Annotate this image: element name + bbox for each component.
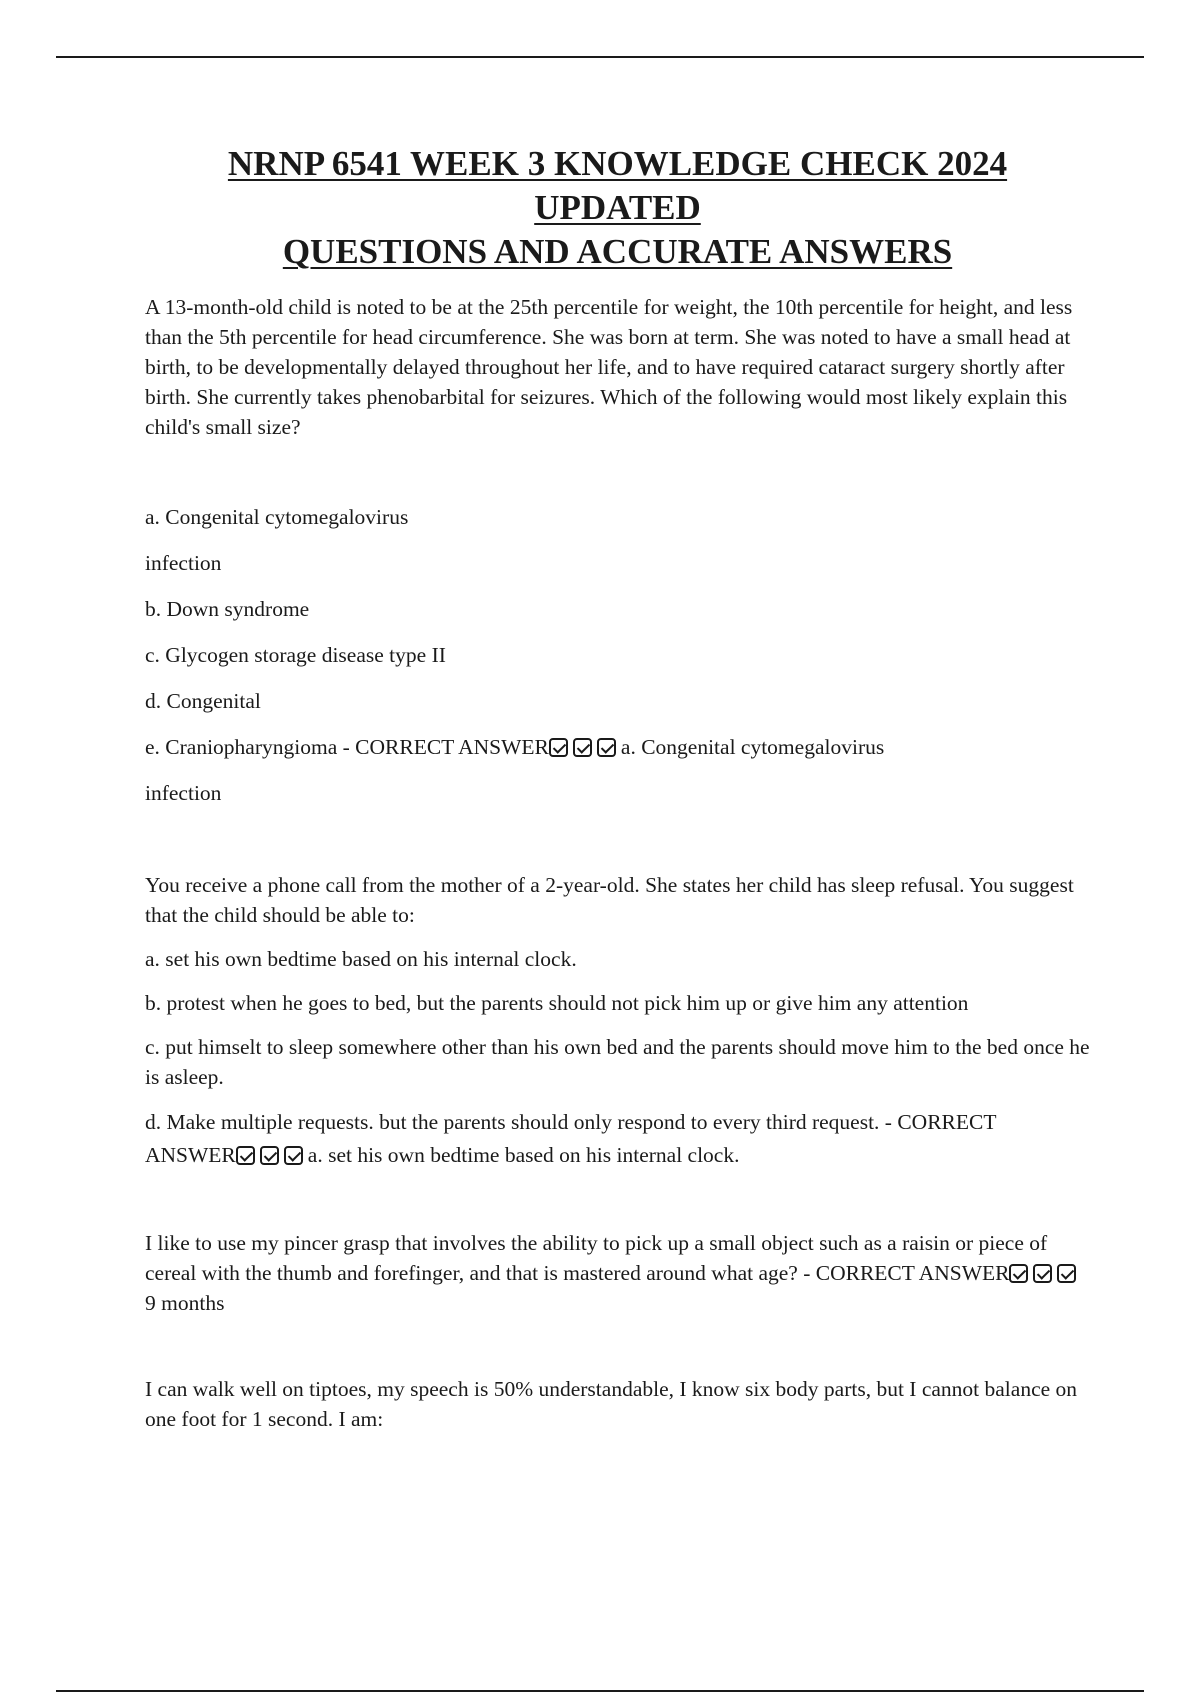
question-1 [145,292,1090,808]
question-1-option-a-cont: infection [145,551,222,575]
question-1-answer-line [145,732,1090,762]
question-3 [145,1228,1090,1318]
checkbox-icon [1057,1264,1076,1283]
document-title [145,142,1090,274]
checkmarks [1009,1261,1081,1285]
checkmarks [236,1143,308,1167]
question-1-option-c: c. Glycogen storage disease type II [145,643,446,667]
checkbox-icon [549,738,568,757]
checkbox-icon [260,1146,279,1165]
title-line-1: NRNP 6541 WEEK 3 KNOWLEDGE CHECK 2024 UPDATED [227,144,1008,227]
question-1-option-d: d. Congenital [145,689,261,713]
question-2-option-b: b. protest when he goes to bed, but the parents should not pick him up or give him any attention [145,991,969,1015]
title-line-2: QUESTIONS AND ACCURATE ANSWERS [282,232,953,271]
question-3-answer: 9 months [145,1291,225,1315]
document-body [145,142,1090,1434]
checkbox-icon [597,738,616,757]
question-2-option-a: a. set his own bedtime based on his internal clock. [145,947,577,971]
bottom-rule [56,1690,1144,1692]
question-2 [145,870,1090,1172]
checkmarks [549,735,621,759]
checkbox-icon [1033,1264,1052,1283]
question-2-option-d: d. Make multiple requests. but the parents should only respond to every third request. - CORRECT ANSWER [145,1110,997,1167]
question-1-answer-cont: infection [145,781,222,805]
question-1-option-a: a. Congenital cytomegalovirus [145,505,409,529]
top-rule [56,56,1144,58]
question-4 [145,1374,1090,1434]
question-1-option-e: e. Craniopharyngioma - CORRECT ANSWER [145,735,549,759]
question-2-option-c: c. put himselt to sleep somewhere other than his own bed and the parents should move him to the bed once he is asleep. [145,1035,1090,1089]
question-3-stem: I like to use my pincer grasp that involves the ability to pick up a small object such as a raisin or piece of cereal with the thumb and forefinger, and that is mastered around what age? - CORRECT ANSWER [145,1231,1048,1285]
question-4-stem: I can walk well on tiptoes, my speech is 50% understandable, I know six body parts, but I cannot balance on one foot for 1 second. I am: [145,1377,1078,1431]
question-1-option-b: b. Down syndrome [145,597,310,621]
question-2-answer-line [145,1106,1090,1172]
question-3-answer-line [145,1228,1090,1318]
checkbox-icon [1009,1264,1028,1283]
checkbox-icon [236,1146,255,1165]
question-1-stem: A 13-month-old child is noted to be at the 25th percentile for weight, the 10th percentile for height, and less than the 5th percentile for head circumference. She was born at term. She was noted to have a small head at birth, to be developmentally delayed throughout her life, and to have required cataract surgery shortly after birth. She currently takes phenobarbital for seizures. Which of the following would most likely explain this child's small size? [145,295,1073,439]
checkbox-icon [284,1146,303,1165]
checkbox-icon [573,738,592,757]
question-2-stem: You receive a phone call from the mother of a 2-year-old. She states her child has sleep refusal. You suggest that the child should be able to: [145,873,1074,927]
question-2-answer: a. set his own bedtime based on his internal clock. [307,1143,740,1167]
question-1-answer: a. Congenital cytomegalovirus [620,735,885,759]
